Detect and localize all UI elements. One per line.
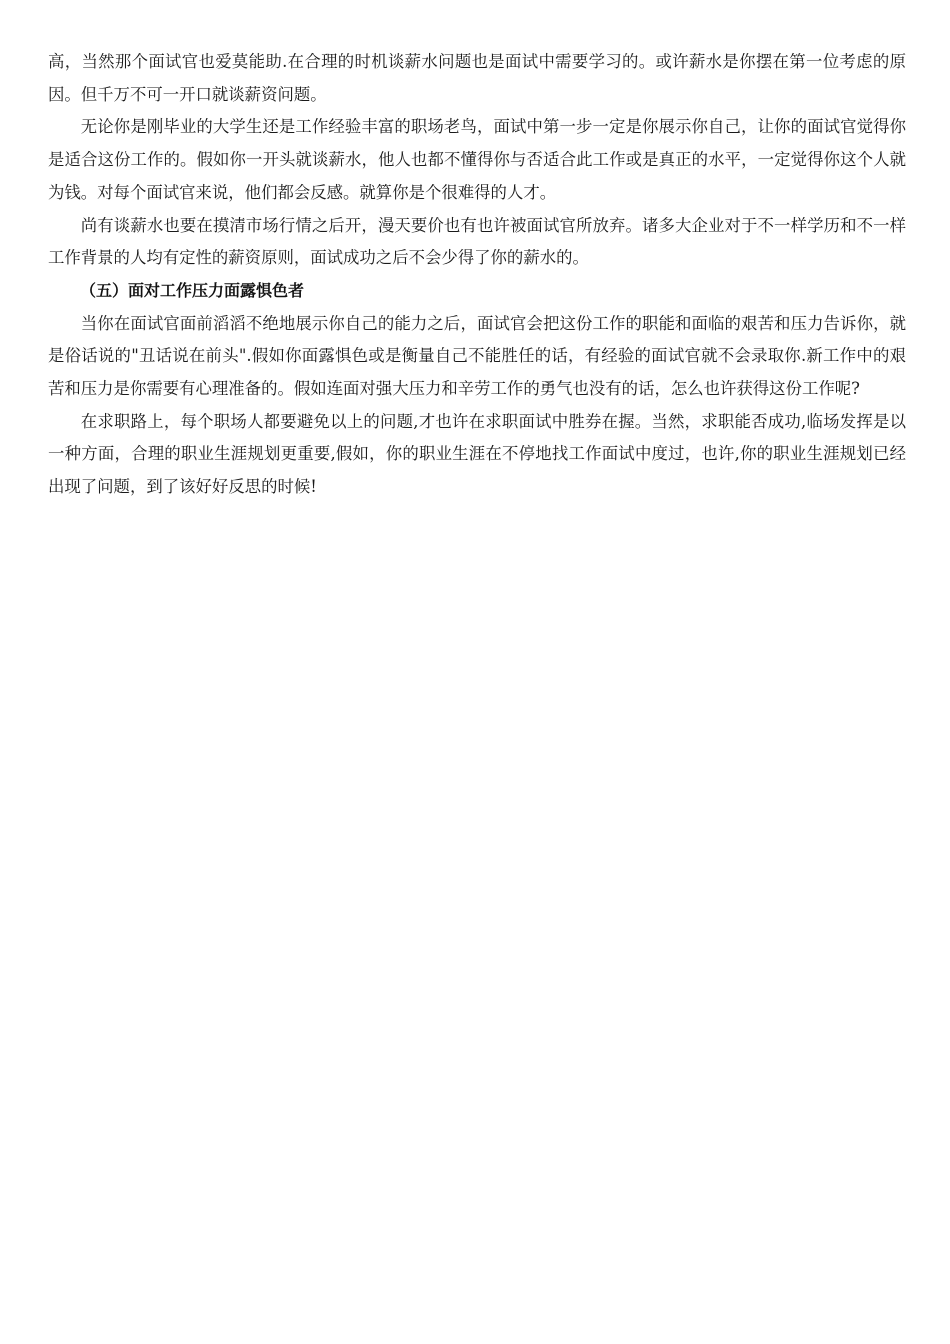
paragraph-conclusion: 在求职路上，每个职场人都要避免以上的问题,才也许在求职面试中胜券在握。当然，求职能否成功,临场发挥是以一种方面，合理的职业生涯规划更重要,假如，你的职业生涯在不停地找工作面试中度过，也许,你的职业生涯规划已经出现了问题，到了该好好反思的时候! (48, 411, 906, 497)
paragraph-show-yourself: 无论你是刚毕业的大学生还是工作经验丰富的职场老鸟，面试中第一步一定是你展示你自己，让你的面试官觉得你是适合这份工作的。假如你一开头就谈薪水，他人也都不懂得你与否适合此工作或是真正的水平，一定觉得你这个人就为钱。对每个面试官来说，他们都会反感。就算你是个很难得的人才。 (48, 117, 906, 202)
document-page (48, 46, 906, 504)
section-heading-work-pressure: （五）面对工作压力面露惧色者 (80, 280, 305, 300)
paragraph-salary-continued: 高，当然那个面试官也爱莫能助.在合理的时机谈薪水问题也是面试中需要学习的。或许薪水是你摆在第一位考虑的原因。但千万不可一开口就谈薪资问题。 (48, 52, 906, 104)
paragraph-pressure: 当你在面试官面前滔滔不绝地展示你自己的能力之后，面试官会把这份工作的职能和面临的艰苦和压力告诉你，就是俗话说的"丑话说在前头".假如你面露惧色或是衡量自己不能胜任的话，有经验的面试官就不会录取你.新工作中的艰苦和压力是你需要有心理准备的。假如连面对强大压力和辛劳工作的勇气也没有的话，怎么也许获得这份工作呢? (48, 313, 906, 399)
paragraph-market-rate: 尚有谈薪水也要在摸清市场行情之后开，漫天要价也有也许被面试官所放弃。诸多大企业对于不一样学历和不一样工作背景的人均有定性的薪资原则，面试成功之后不会少得了你的薪水的。 (48, 215, 906, 268)
